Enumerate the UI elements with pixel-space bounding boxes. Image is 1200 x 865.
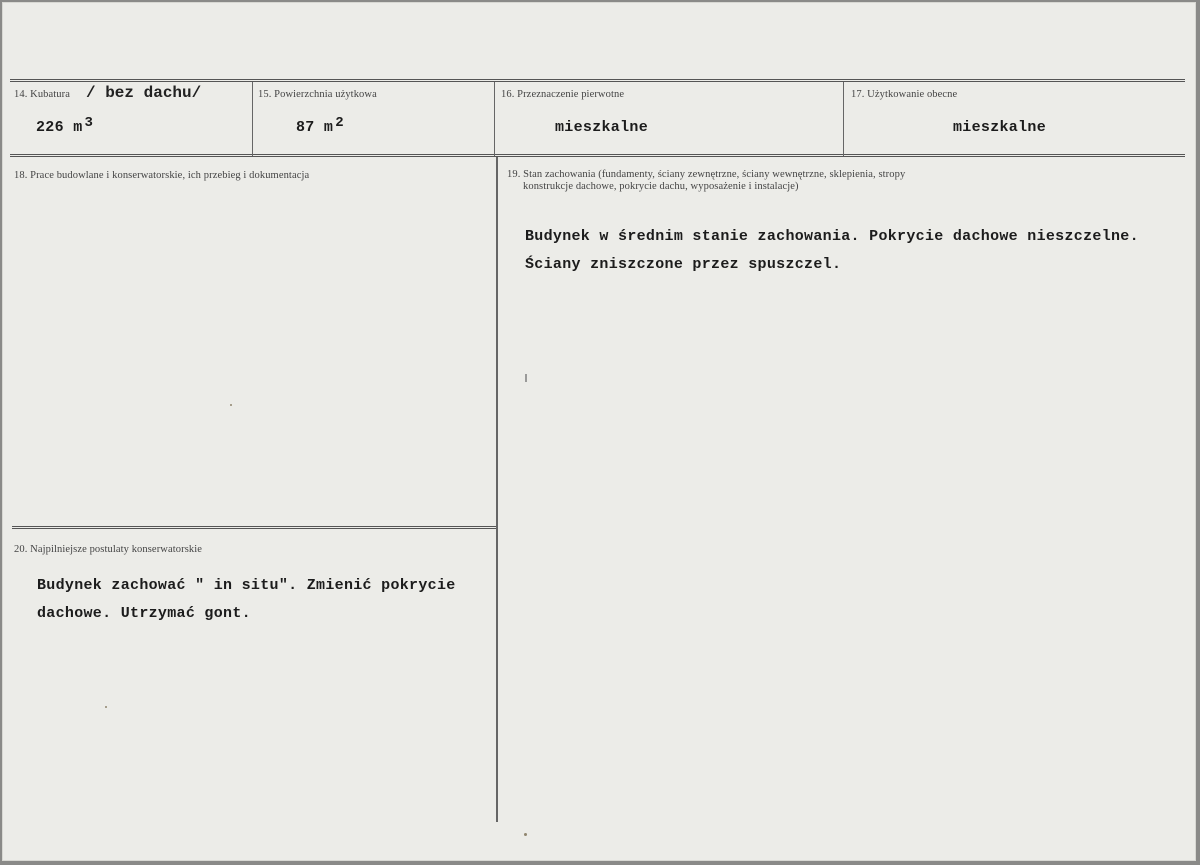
section20-rule [12,526,496,529]
field-18-label: 18. Prace budowlane i konserwatorskie, ich przebieg i dokumentacja [14,170,310,181]
paper-speck [524,833,527,836]
field-20-text-line1: Budynek zachować " in situ". Zmienić pokrycie [37,577,456,594]
field-14-unit-sup: 3 [84,115,94,131]
field-19-label-line2: konstrukcje dachowe, pokrycie dachu, wyposażenie i instalacje) [523,181,799,192]
inventory-card [2,2,1196,861]
divider-14-15 [252,82,253,156]
field-14-value [36,115,94,136]
mid-rule [10,154,1185,157]
top-rule [10,79,1185,82]
field-17-label: 17. Użytkowanie obecne [851,89,958,100]
field-14-label: 14. Kubatura [14,89,71,100]
field-19-text-line2: Ściany zniszczone przez spuszczel. [525,256,842,273]
field-16-label: 16. Przeznaczenie pierwotne [501,89,625,100]
field-15-value-text: 87 m [296,119,334,136]
field-16-value: mieszkalne [555,119,649,136]
field-17-value: mieszkalne [953,119,1047,136]
field-20-text-line2: dachowe. Utrzymać gont. [37,605,251,622]
field-19-label-line1: 19. Stan zachowania (fundamenty, ściany zewnętrzne, ściany wewnętrzne, sklepienia, stropy [507,169,906,180]
divider-left-right [496,157,498,822]
divider-16-17 [843,82,844,156]
field-15-value [296,115,344,136]
divider-15-16 [494,82,495,156]
paper-speck [525,374,527,382]
field-20-label: 20. Najpilniejsze postulaty konserwatorskie [14,544,203,555]
paper-speck [230,404,232,406]
field-14-value-text: 226 m [36,119,83,136]
field-19-text-line1: Budynek w średnim stanie zachowania. Pokrycie dachowe nieszczelne. [525,228,1139,245]
field-15-label: 15. Powierzchnia użytkowa [258,89,377,100]
paper-speck [105,706,107,708]
field-15-unit-sup: 2 [335,115,344,131]
field-14-note: / bez dachu/ [86,84,202,102]
